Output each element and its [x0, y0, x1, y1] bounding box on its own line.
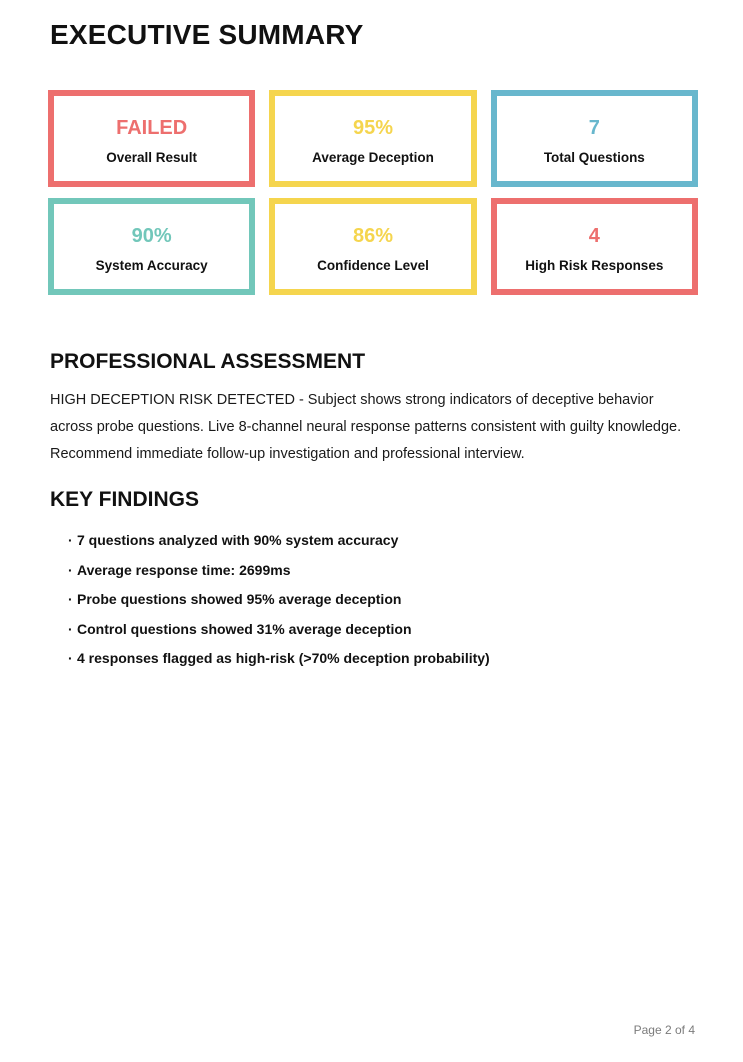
stat-value-total-questions: 7 — [588, 117, 600, 140]
stat-card-total-questions — [491, 90, 698, 187]
stat-label-system-accuracy: System Accuracy — [95, 258, 208, 274]
stat-card-average-deception — [269, 90, 476, 187]
professional-assessment-heading: PROFESSIONAL ASSESSMENT — [50, 350, 366, 373]
key-finding-text: 7 questions analyzed with 90% system accuracy — [77, 532, 399, 548]
stat-card-high-risk-responses — [491, 198, 698, 295]
key-finding-text: Probe questions showed 95% average deception — [77, 591, 402, 607]
key-finding-item — [68, 556, 697, 586]
bullet-dot: · — [68, 591, 73, 607]
stat-value-high-risk-responses: 4 — [588, 225, 600, 248]
key-finding-item — [68, 526, 697, 556]
bullet-dot: · — [68, 650, 73, 666]
bullet-dot: · — [68, 561, 73, 578]
stat-label-average-deception: Average Deception — [312, 150, 434, 166]
key-finding-item — [68, 615, 697, 645]
key-finding-item — [68, 644, 697, 674]
stat-label-confidence-level: Confidence Level — [317, 258, 429, 274]
stat-value-overall-result: FAILED — [116, 117, 188, 140]
key-findings-list — [68, 526, 697, 674]
key-finding-text: Control questions showed 31% average deception — [77, 620, 412, 637]
page-number: Page 2 of 4 — [633, 1023, 695, 1037]
stat-card-system-accuracy — [48, 198, 255, 295]
stat-value-system-accuracy: 90% — [131, 225, 172, 248]
stat-value-confidence-level: 86% — [352, 225, 393, 248]
report-page — [0, 18, 743, 674]
stat-value-average-deception: 95% — [352, 117, 393, 140]
stat-card-overall-result — [48, 90, 255, 187]
professional-assessment-body: HIGH DECEPTION RISK DETECTED - Subject shows strong indicators of deceptive behavior across probe questions. Live 8-channel neural response patterns consistent with guilty knowledge. Recommend immediate follow-up investigation and professional interview. — [50, 392, 682, 462]
summary-cards-grid — [48, 90, 698, 295]
key-finding-item — [68, 585, 697, 615]
page-title: EXECUTIVE SUMMARY — [50, 19, 364, 50]
key-finding-text: 4 responses flagged as high-risk (>70% deception probability) — [77, 650, 490, 666]
key-finding-text: Average response time: 2699ms — [77, 561, 291, 578]
stat-label-total-questions: Total Questions — [543, 150, 645, 166]
bullet-dot: · — [68, 532, 73, 548]
key-findings-heading: KEY FINDINGS — [50, 488, 199, 511]
stat-card-confidence-level — [269, 198, 476, 295]
stat-label-high-risk-responses: High Risk Responses — [525, 258, 664, 274]
stat-label-overall-result: Overall Result — [106, 150, 198, 166]
bullet-dot: · — [68, 620, 73, 637]
